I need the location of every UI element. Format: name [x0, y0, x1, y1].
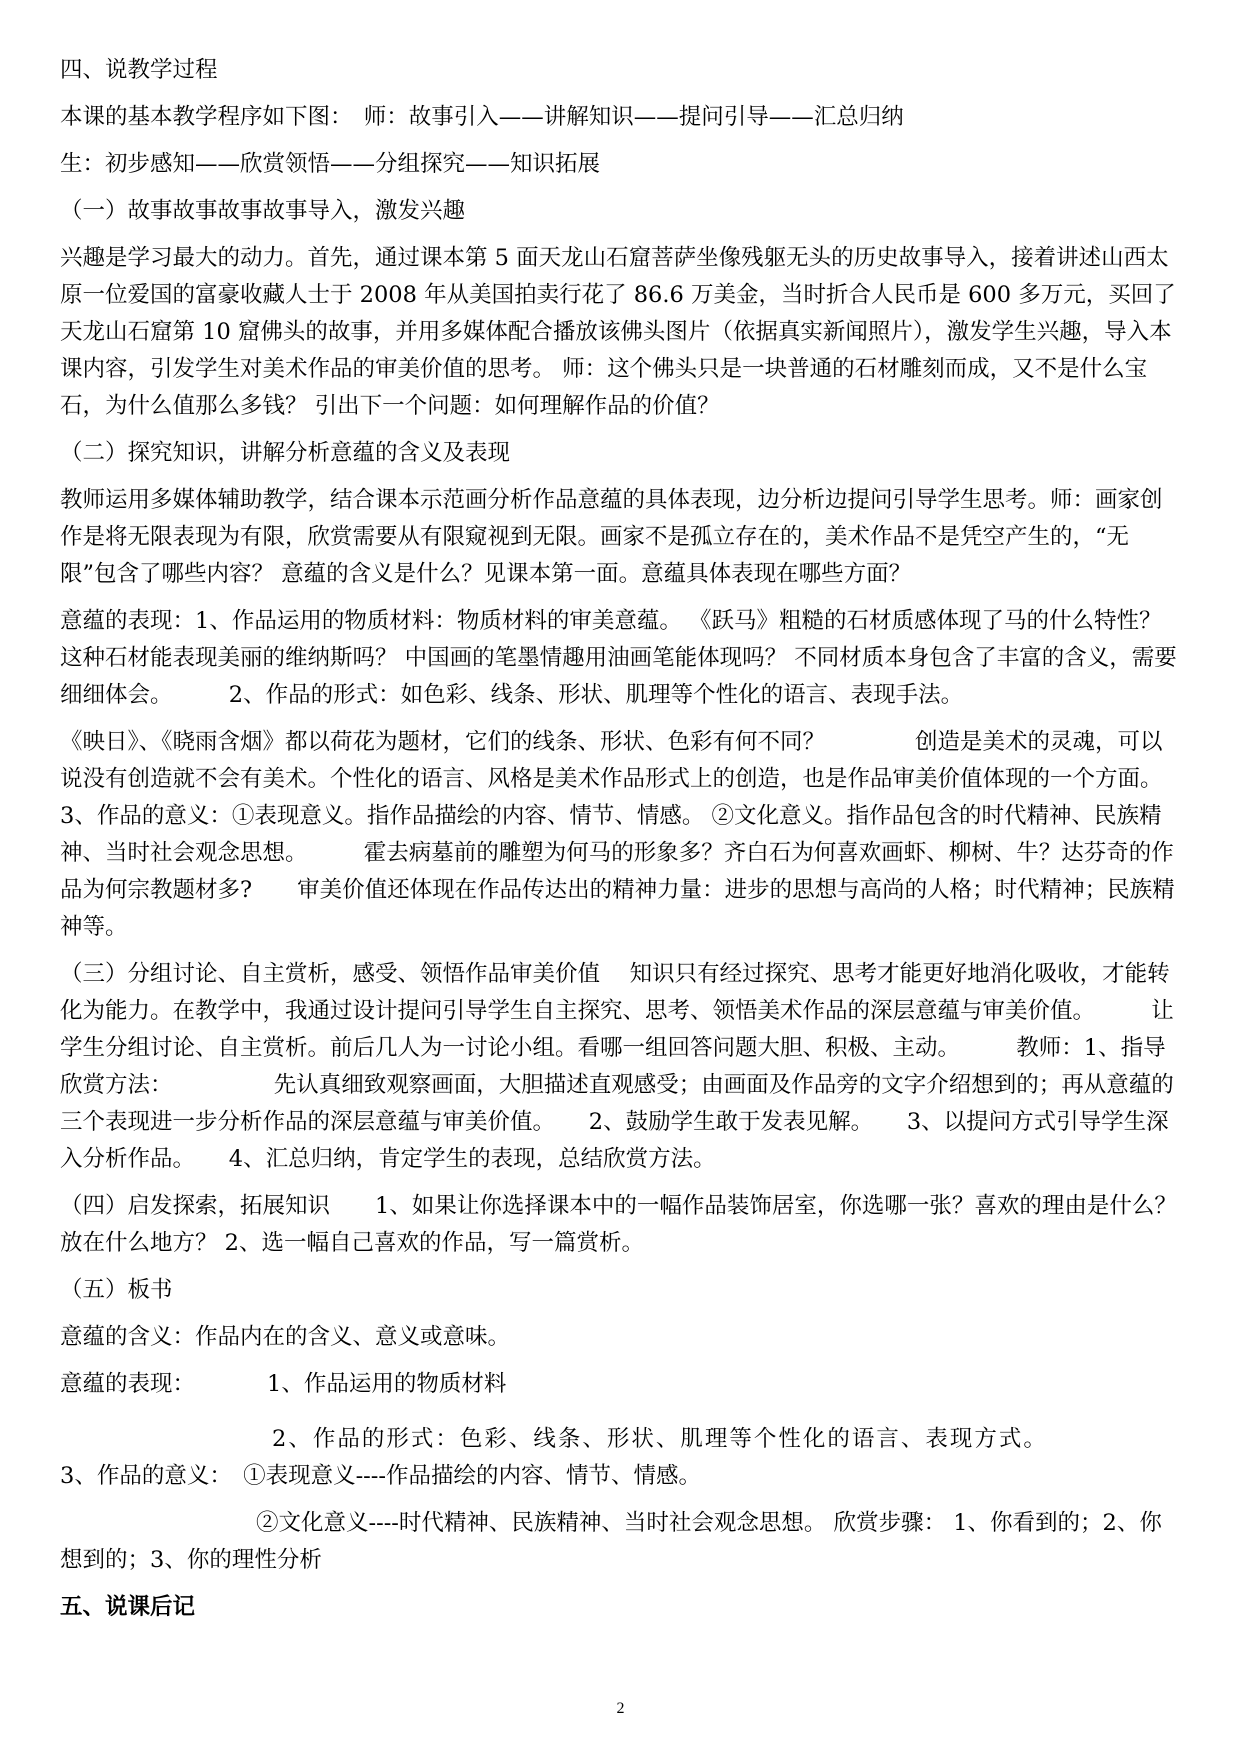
- board-expression-label: 意蕴的表现：: [60, 1371, 196, 1397]
- part4-body: （四）启发探索，拓展知识 1、如果让你选择课本中的一幅作品装饰居室，你选哪一张？喜欢的理由是什么？放在什么地方？ 2、选一幅自己喜欢的作品，写一篇赏析。: [60, 1193, 1177, 1256]
- part2-body-meaning: 《映日》、《晓雨含烟》都以荷花为题材，它们的线条、形状、色彩有何不同？ 创造是美术的灵魂，可以说没有创造就不会有美术。个性化的语言、风格是美术作品形式上的创造，也是作品审美价值体现的一个方面。 3、作品的意义：①表现意义。指作品描绘的内容、情节、情感。 ②文化意义。指作品包含的时代精神、民族精神、当时社会观念思想。 霍去病墓前的雕塑为何马的形象多？齐白石为何喜欢画虾、柳树、牛？达芬奇的作品为何宗教题材多? 审美价值还体现在作品传达出的精神力量：进步的思想与高尚的人格；时代精神；民族精神等。: [60, 729, 1219, 940]
- board-item-3: 3、作品的意义： ①表现意义----作品描绘的内容、情节、情感。: [60, 1463, 701, 1489]
- board-expression-row: [60, 1366, 1180, 1403]
- board-meaning: 意蕴的含义：作品内在的含义、意义或意味。: [60, 1324, 511, 1350]
- board-item-1: 1、作品运用的物质材料: [267, 1371, 507, 1397]
- part3-body: （三）分组讨论、自主赏析，感受、领悟作品审美价值 知识只有经过探究、思考才能更好地消化吸收，才能转化为能力。在教学中，我通过设计提问引导学生自主探究、思考、领悟美术作品的深层意蕴与审美价值。 让学生分组讨论、自主赏析。前后几人为一讨论小组。看哪一组回答问题大胆、积极、主动。 教师：1、指导欣赏方法： 先认真细致观察画面，大胆描述直观感受；由画面及作品旁的文字介绍想到的；再从意蕴的三个表现进一步分析作品的深层意蕴与审美价值。 2、鼓励学生敢于发表见解。 3、以提问方式引导学生深入分析作品。 4、汇总归纳，肯定学生的表现，总结欣赏方法。: [60, 961, 1174, 1172]
- document-page: [60, 52, 1219, 1636]
- part1-body: 兴趣是学习最大的动力。首先，通过课本第 5 面天龙山石窟菩萨坐像残躯无头的历史故事导入，接着讲述山西太原一位爱国的富豪收藏人士于 2008 年从美国拍卖行花了 86.6 万美金，当时折合人民币是 600 多万元，买回了天龙山石窟第 10 窟佛头的故事，并用多媒体配合播放该佛头图片（依据真实新闻照片），激发学生兴趣，导入本课内容，引发学生对美术作品的审美价值的思考。 师：这个佛头只是一块普通的石材雕刻而成，又不是什么宝石，为什么值那么多钱？ 引出下一个问题：如何理解作品的价值？: [60, 245, 1176, 419]
- page-number: 2: [616, 1700, 625, 1717]
- part5-heading: （五）板书: [60, 1277, 173, 1303]
- board-item-2: 2、作品的形式：色彩、线条、形状、肌理等个性化的语言、表现方式。: [272, 1426, 1048, 1452]
- part2-heading: （二）探究知识，讲解分析意蕴的含义及表现: [60, 440, 511, 466]
- board-item-2-row: [60, 1421, 1180, 1458]
- procedure-teacher: 本课的基本教学程序如下图： 师：故事引入——讲解知识——提问引导——汇总归纳: [60, 104, 904, 130]
- section-heading-teaching-process: 四、说教学过程: [60, 57, 218, 83]
- part2-body-expression: 意蕴的表现：1、作品运用的物质材料：物质材料的审美意蕴。 《跃马》粗糙的石材质感体现了马的什么特性？这种石材能表现美丽的维纳斯吗？ 中国画的笔墨情趣用油画笔能体现吗？ 不同材质本身包含了丰富的含义，需要细细体会。 2、作品的形式：如色彩、线条、形状、肌理等个性化的语言、表现手法。: [60, 608, 1177, 708]
- part2-body: 教师运用多媒体辅助教学，结合课本示范画分析作品意蕴的具体表现，边分析边提问引导学生思考。师：画家创作是将无限表现为有限，欣赏需要从有限窥视到无限。画家不是孤立存在的，美术作品不是凭空产生的，“无限”包含了哪些内容？ 意蕴的含义是什么？见课本第一面。意蕴具体表现在哪些方面？: [60, 487, 1163, 587]
- part1-heading: （一）故事故事故事故事导入，激发兴趣: [60, 198, 466, 224]
- board-item-3b: ②文化意义----时代精神、民族精神、当时社会观念思想。 欣赏步骤： 1、你看到的；2、你想到的；3、你的理性分析: [60, 1510, 1162, 1573]
- procedure-student: 生：初步感知——欣赏领悟——分组探究——知识拓展: [60, 151, 601, 177]
- section5-heading: 五、说课后记: [60, 1594, 196, 1620]
